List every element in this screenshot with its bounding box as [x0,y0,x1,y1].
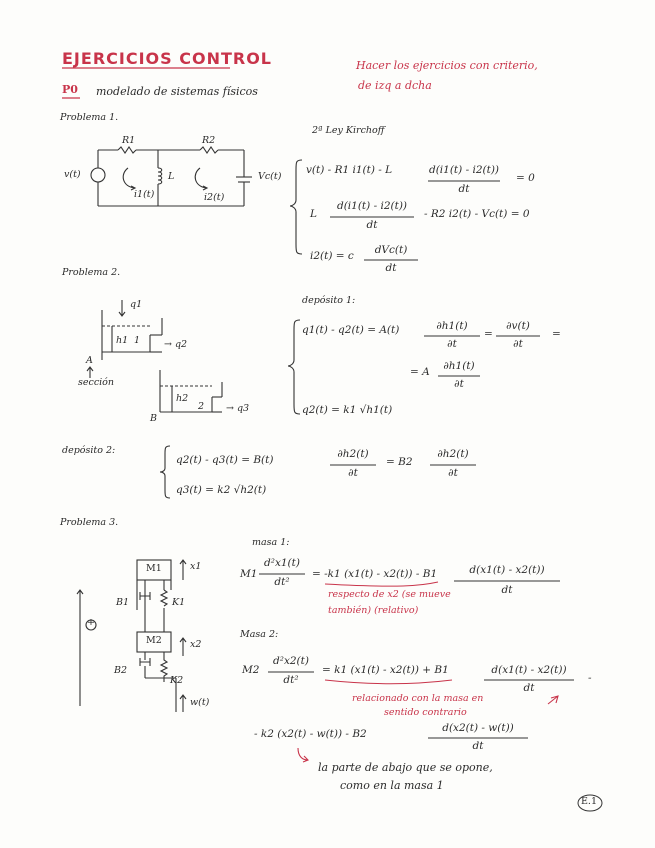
note-m1-line1: respecto de x2 (se mueve [328,589,451,600]
circuit-v-label: v(t) [64,169,81,180]
tank-1-label: 1 [134,335,141,346]
mass2-label: M2 [146,635,162,646]
brace-p1 [290,160,302,254]
deposito1-label: depósito 1: [302,295,356,306]
mass-x1-label: x1 [190,561,202,572]
top-note-line1: Hacer los ejercicios con criterio, [356,59,538,72]
mass-spring-diagram [77,560,186,712]
tank-q3-label: → q3 [226,403,250,414]
tank-a-label: A [86,355,93,366]
d2-eq1-den2: ∂t [448,467,458,479]
positive-direction-label: + [87,617,95,628]
deposito2-label: depósito 2: [62,445,116,456]
note-bottom-line1: la parte de abajo que se opone, [318,761,493,774]
arrow-bottom-note [298,748,308,762]
tank-h1-label: h1 [116,335,129,346]
mass-x2-label: x2 [190,639,202,650]
circuit-i1-label: i1(t) [134,189,155,200]
d1-eq2-num: ∂h1(t) [443,360,475,372]
m2-num: d²x2(t) [273,655,309,667]
note-m2-line1: relacionado con la masa en [352,693,484,704]
d1-eq2-lhs: = A [410,366,430,378]
m2-num2: d(x1(t) - x2(t)) [491,664,567,676]
damper-b1-label: B1 [116,597,130,608]
d2-eq1-den1: ∂t [348,467,358,479]
p1-eq3-lhs: i2(t) = c [310,250,354,262]
circuit-vc-label: Vc(t) [258,171,282,182]
tank-h2-label: h2 [176,393,189,404]
note-m1-line2: también) (relativo) [328,605,419,616]
input-w-label: w(t) [190,697,210,708]
p1-eq1-lhs: v(t) - R1 i1(t) - L [306,164,393,176]
m2-line2-den: dt [472,740,484,752]
m1-num: d²x1(t) [264,557,300,569]
problema2-label: Problema 2. [62,267,121,278]
page-title: EJERCICIOS CONTROL [62,49,272,68]
circuit-r2-label: R2 [202,135,216,146]
d1-eq1-num2: ∂v(t) [506,320,530,332]
p1-eq2-den: dt [366,219,378,231]
d1-eq1-den1: ∂t [447,338,457,350]
spring-k2-label: K2 [170,675,184,686]
m2-rhs: = k1 (x1(t) - x2(t)) + B1 [322,664,449,676]
brace-p2-a [288,320,300,414]
m2-tail: - [588,672,592,684]
mass1-label: M1 [146,563,162,574]
d2-eq2: q3(t) = k2 √h2(t) [176,484,267,496]
underline-m1 [325,582,438,586]
p1-eq1-rhs: = 0 [516,172,535,184]
d2-eq1-num2: ∂h2(t) [437,448,469,460]
p1-eq1-num: d(i1(t) - i2(t)) [428,164,500,176]
m2-line2-lhs: - k2 (x2(t) - w(t)) - B2 [254,728,367,740]
d2-eq1-lhs: q2(t) - q3(t) = B(t) [176,454,274,466]
page-number: E.1 [581,796,597,807]
circuit-l-label: L [168,171,175,182]
masa2-label: Masa 2: [240,629,279,640]
tank-diagram [87,300,222,412]
p1-eq2-rhs: - R2 i2(t) - Vc(t) = 0 [424,208,530,220]
tank-2-label: 2 [198,401,205,412]
d1-eq1-lhs: q1(t) - q2(t) = A(t) [302,324,400,336]
p0-label: P0 [62,83,78,96]
note-bottom-line2: como en la masa 1 [340,779,444,792]
problema3-label: Problema 3. [60,517,119,528]
tank-seccion-label: sección [78,377,115,388]
circuit-r1-label: R1 [122,135,136,146]
p1-eq2-lhs: L [310,208,317,220]
m1-den2: dt [501,584,513,596]
d1-eq1-den2: ∂t [513,338,523,350]
p1-eq3-den: dt [385,262,397,274]
d1-eq2-den: ∂t [454,378,464,390]
p1-eq3-num: dVc(t) [374,244,408,256]
tank-q1-label: q1 [130,299,143,310]
m1-lhs: M1 [240,568,258,580]
p1-eq1-den: dt [458,183,470,195]
masa1-label: masa 1: [252,537,290,548]
m1-rhs: = -k1 (x1(t) - x2(t)) - B1 [312,568,438,580]
kirchoff-law: 2ª Ley Kirchoff [312,125,385,136]
tank-q2-label: → q2 [164,339,188,350]
m1-num2: d(x1(t) - x2(t)) [469,564,545,576]
underline-m2 [325,680,452,684]
m1-den: dt² [274,576,290,588]
note-m2-line2: sentido contrario [384,707,467,718]
problema1-label: Problema 1. [60,112,119,123]
d1-eq1-num1: ∂h1(t) [436,320,468,332]
circuit-i2-label: i2(t) [204,192,225,203]
spring-k1-label: K1 [172,597,186,608]
d1-eq3: q2(t) = k1 √h1(t) [302,404,393,416]
top-note-line2: de izq a dcha [358,79,432,92]
arrow-m2-note [548,696,558,704]
m2-den2: dt [523,682,535,694]
p0-text: modelado de sistemas físicos [96,85,258,98]
tank-b-label: B [150,413,157,424]
d2-eq1-mid: = B2 [386,456,413,468]
damper-b2-label: B2 [114,665,128,676]
d1-eq1-end: = [552,328,561,340]
d2-eq1-num1: ∂h2(t) [337,448,369,460]
m2-den: dt² [283,674,299,686]
p1-eq2-num: d(i1(t) - i2(t)) [336,200,408,212]
d1-eq1-mid: = [484,328,493,340]
m2-lhs: M2 [242,664,260,676]
m2-line2-num: d(x2(t) - w(t)) [442,722,514,734]
brace-p2-b [160,446,170,498]
